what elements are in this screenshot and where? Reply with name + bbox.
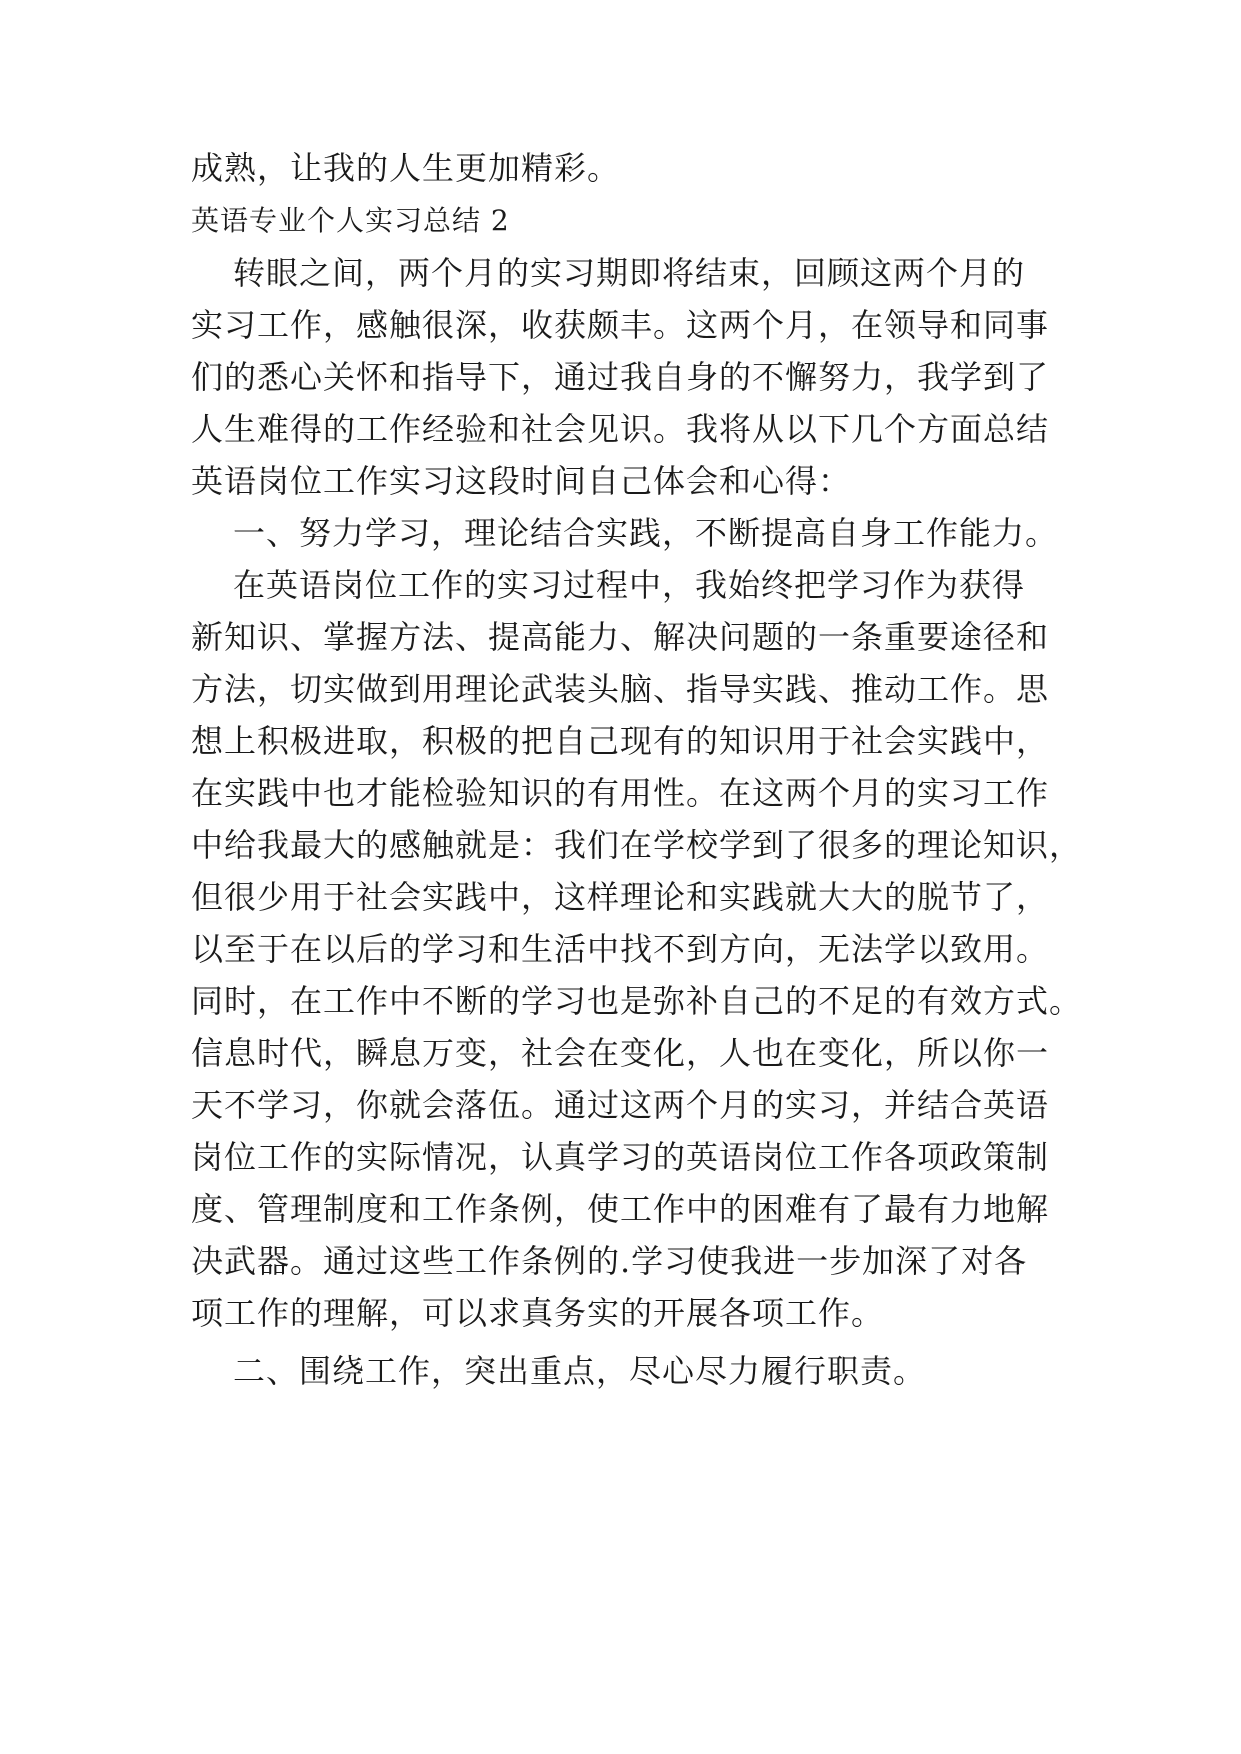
- paragraph-line: 岗位工作的实际情况，认真学习的英语岗位工作各项政策制: [191, 1138, 1050, 1176]
- paragraph-line: 中给我最大的感触就是：我们在学校学到了很多的理论知识，: [191, 826, 1083, 864]
- paragraph-line: 新知识、掌握方法、提高能力、解决问题的一条重要途径和: [191, 618, 1050, 656]
- paragraph-line: 以至于在以后的学习和生活中找不到方向，无法学以致用。: [191, 930, 1050, 968]
- paragraph-line: 实习工作，感触很深，收获颇丰。这两个月，在领导和同事: [191, 306, 1050, 344]
- paragraph-line: 人生难得的工作经验和社会见识。我将从以下几个方面总结: [191, 410, 1050, 448]
- paragraph-line: 信息时代，瞬息万变，社会在变化，人也在变化，所以你一: [191, 1034, 1050, 1072]
- paragraph-line: 但很少用于社会实践中，这样理论和实践就大大的脱节了，: [191, 878, 1050, 916]
- paragraph-line: 转眼之间，两个月的实习期即将结束，回顾这两个月的: [233, 254, 1026, 292]
- paragraph-line: 项工作的理解，可以求真务实的开展各项工作。: [191, 1294, 885, 1332]
- top-line: 成熟，让我的人生更加精彩。: [191, 149, 621, 187]
- section-heading: 英语专业个人实习总结 2: [191, 204, 510, 237]
- paragraph-line: 在英语岗位工作的实习过程中，我始终把学习作为获得: [233, 566, 1026, 604]
- paragraph-line: 同时，在工作中不断的学习也是弥补自己的不足的有效方式。: [191, 982, 1083, 1020]
- paragraph-line: 度、管理制度和工作条例，使工作中的困难有了最有力地解: [191, 1190, 1050, 1228]
- paragraph-line: 天不学习，你就会落伍。通过这两个月的实习，并结合英语: [191, 1086, 1050, 1124]
- paragraph-line: 方法，切实做到用理论武装头脑、指导实践、推动工作。思: [191, 670, 1050, 708]
- paragraph-line: 们的悉心关怀和指导下，通过我自身的不懈努力，我学到了: [191, 358, 1050, 396]
- section-subheading-2: 二、围绕工作，突出重点，尽心尽力履行职责。: [233, 1352, 927, 1390]
- section-subheading-1: 一、努力学习，理论结合实践，不断提高自身工作能力。: [233, 514, 1059, 552]
- paragraph-line: 想上积极进取，积极的把自己现有的知识用于社会实践中，: [191, 722, 1050, 760]
- paragraph-line: 决武器。通过这些工作条例的.学习使我进一步加深了对各: [191, 1242, 1028, 1280]
- paragraph-line: 英语岗位工作实习这段时间自己体会和心得：: [191, 462, 852, 500]
- paragraph-line: 在实践中也才能检验知识的有用性。在这两个月的实习工作: [191, 774, 1050, 812]
